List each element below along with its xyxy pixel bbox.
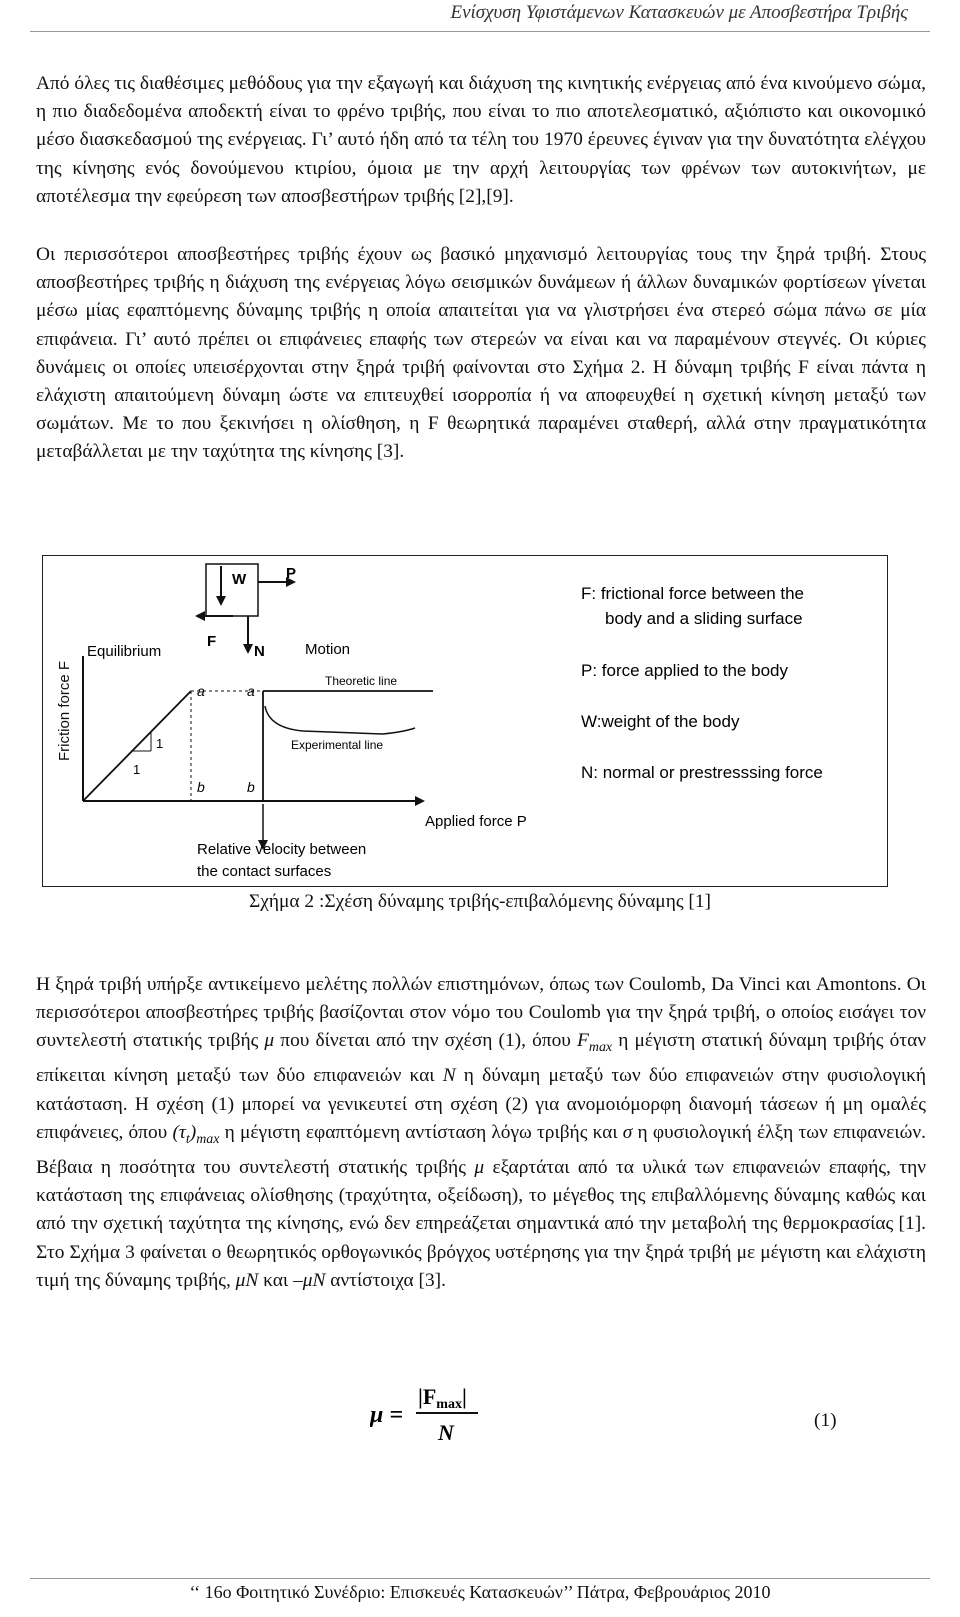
legend-F-line2: body and a sliding surface <box>605 609 803 628</box>
equation-lhs: μ = <box>370 1402 404 1428</box>
figure-friction-force <box>42 555 888 887</box>
legend-N: N: normal or prestresssing force <box>581 763 823 782</box>
figure-caption: Σχήμα 2 :Σχέση δύναμης τριβής-επιβαλόμενης δύναμης [1] <box>249 891 711 912</box>
label-b1: b <box>197 779 205 795</box>
legend-F-line1: F: frictional force between the <box>581 584 805 603</box>
paragraph-2: Οι περισσότεροι αποσβεστήρες τριβής έχουν ως βασικό μηχανισμό λειτουργίας τους την ξηρά τριβή. Στους αποσβεστήρες τριβής η διάχυση της ενέργειας λόγω σεισμικών δυνάμεων ή άλλων δυναμικών φορτίσεων γίνεται μέσω μίας εφαπτόμενης δύναμης τριβής η οποία απαιτείται για να γλιστρήσει ένα στερεό σώμα πάνω σε μία επιφάνεια. Γι’ αυτό πρέπει οι επιφάνειες επαφής των στερεών να είναι και να παραμένουν στεγνές. Οι κύριες δυνάμεις οι οποίες υπεισέρχονται στην ξηρά τριβή φαίνονται στο Σχήμα 2. Η δύναμη τριβής F είναι πάντα η ελάχιστη απαιτούμενη δύναμη ώστε να επιτευχθεί ισορροπία ή να αποφευχθεί η σχετική κίνηση μεταξύ των σωμάτων. Με το που ξεκινήσει η ολίσθηση, η F θεωρητικά παραμένει σταθερή, αλλά στην πραγματικότητα μεταβάλλεται με την ταχύτητα της κίνησης [3]. <box>36 244 926 463</box>
relative-velocity-label-1: Relative velocity between <box>197 841 367 858</box>
equation-svg <box>370 1380 490 1450</box>
label-a2: a <box>247 683 255 699</box>
static-line <box>83 691 191 801</box>
equilibrium-label: Equilibrium <box>87 643 162 660</box>
page-footer: ‘‘ 16ο Φοιτητικό Συνέδριο: Επισκευές Κατασκευών’’ Πάτρα, Φεβρουάριος 2010 <box>189 1582 771 1602</box>
applied-force-label: Applied force P <box>425 813 527 830</box>
equation-numerator: |Fmax| <box>418 1384 467 1412</box>
label-a1: a <box>197 683 205 699</box>
label-F: F <box>207 633 217 650</box>
running-header: Ενίσχυση Υφιστάμενων Κατασκευών με Αποσβεστήρα Τριβής <box>450 2 908 23</box>
paragraph-3: Η ξηρά τριβή υπήρξε αντικείμενο μελέτης πολλών επιστημόνων, όπως των Coulomb, Da Vinci και Amontons. Οι περισσότεροι αποσβεστήρες τριβής βασίζονται στον νόμο του Coulomb για την ξηρά τριβή, ο οποίος εισάγει τον συντελεστή στατικής τριβής μ που δίνεται από την σχέση (1), όπου $F_{max}$ η μέγιστη στατική δύναμη τριβής όταν επίκειται κίνηση μεταξύ των δύο επιφανειών και N η δύναμη μεταξύ των δύο επιφανειών στην φυσιολογική κατάσταση. Η σχέση (1) μπορεί να γενικευτεί στη σχέση (2) για ανομοιόμορφη διανομή τάσεων ή μη ομαλές επιφάνειες, όπου $(\tau_t)_{max}$ η μέγιστη εφαπτόμενη αντίσταση λόγω τριβής και σ η φυσιολογική έλξη των επιφανειών. Βέβαια η ποσότητα του συντελεστή στατικής τριβής μ εξαρτάται από τα υλικά των επιφανειών επαφής, την κατάσταση της επιφάνειας ολίσθησης (τραχύτητα, οξείδωση), το μέγεθος της επιβαλλόμενης δύναμης καθώς και από την σχετική ταχύτητα της κίνησης, ενώ δεν επηρεάζεται σημαντικά από την μεταβολή της θερμοκρασίας [1]. Στο Σχήμα 3 φαίνεται ο θεωρητικός ορθογωνικός βρόγχος υστέρησης για την ξηρά τριβή με μέγιστη και ελάχιστη τιμή της δύναμης τριβής, μN και –μN αντίστοιχα [3]. <box>36 974 926 1291</box>
motion-label: Motion <box>305 641 351 658</box>
label-b2: b <box>247 779 255 795</box>
experimental-line-label: Experimental line <box>291 738 384 752</box>
footer-rule <box>30 1578 930 1579</box>
experimental-line <box>265 706 415 734</box>
equation-number: (1) <box>814 1410 837 1431</box>
paragraph-1: Από όλες τις διαθέσιμες μεθόδους για την εξαγωγή και διάχυση της κινητικής ενέργειας από ένα κινούμενο σώμα, η πιο διαδεδομένα αποδεκτή είναι το φρένο τριβής, που είναι το πιο αποτελεσματικό, αξιόπιστο και οικονομικό μέσο διασκεδασμού της ενέργειας. Γι’ αυτό ήδη από τα τέλη του 1970 έρευνες έγιναν για την δυνατότητα ελέγχου της κίνησης ενός δονούμενου κτιρίου, όμοια με την αρχή λειτουργίας των φρένων των αυτοκινήτων, με αποτέλεσμα την εφεύρεση των αποσβεστήρων τριβής [2],[9]. <box>36 73 926 207</box>
relative-velocity-label-2: the contact surfaces <box>197 863 332 880</box>
label-W: W <box>232 571 247 588</box>
slope-label-v: 1 <box>156 736 164 751</box>
slope-label-h: 1 <box>133 762 141 777</box>
equation-denominator: N <box>438 1420 454 1445</box>
label-N: N <box>254 643 265 660</box>
theoretic-line-label: Theoretic line <box>325 674 398 688</box>
legend-W: W:weight of the body <box>581 712 740 731</box>
legend-P: P: force applied to the body <box>581 661 788 680</box>
y-axis-label: Friction force F <box>56 660 73 761</box>
label-P: P <box>286 565 297 582</box>
equation-1 <box>370 1380 490 1457</box>
friction-diagram <box>43 556 887 886</box>
header-rule <box>30 31 930 32</box>
